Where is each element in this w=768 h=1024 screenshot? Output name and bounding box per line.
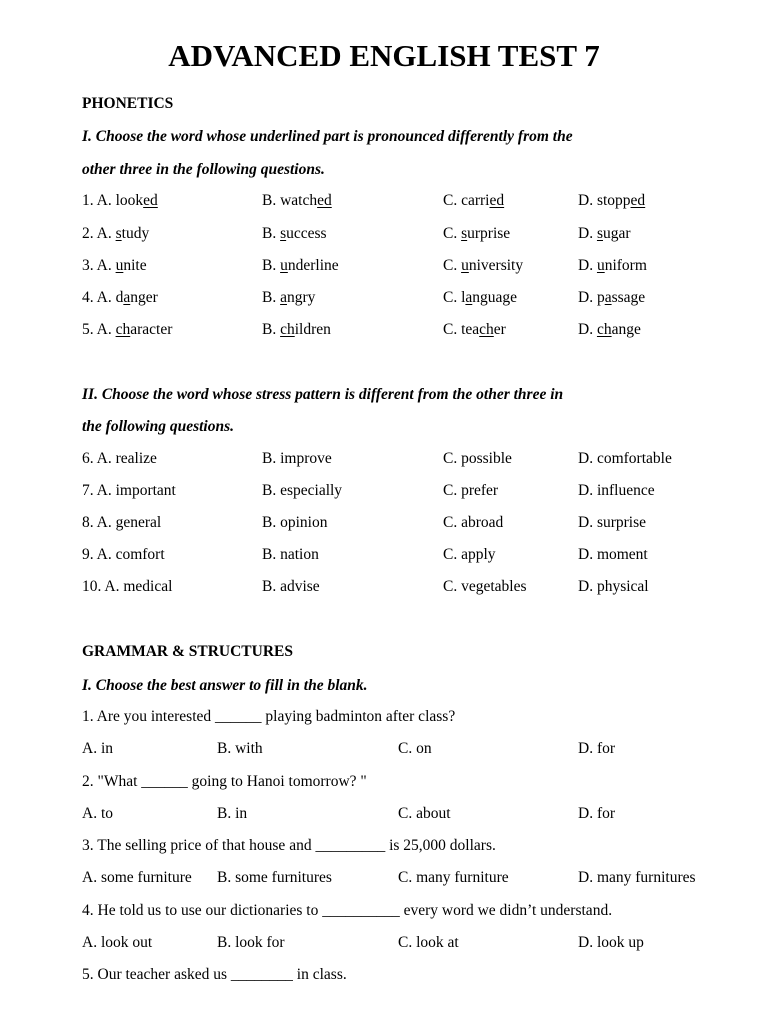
answer-option: C. vegetables [443, 578, 527, 595]
answer-option: B. opinion [262, 514, 328, 531]
question-stem: 2. "What ______ going to Hanoi tomorrow? " [82, 773, 367, 790]
answer-option: C. carried [443, 192, 505, 209]
answer-option: D. uniform [578, 257, 647, 274]
answer-option: C. look at [398, 934, 459, 951]
answer-option: B. underline [262, 257, 339, 274]
answer-option: A. in [82, 740, 113, 757]
answer-option: D. surprise [578, 514, 647, 531]
page-title: ADVANCED ENGLISH TEST 7 [168, 38, 600, 73]
answer-option: A. look out [82, 934, 153, 951]
answer-option: A. some furniture [82, 869, 192, 886]
underlined-sound: ch [479, 321, 494, 338]
underlined-sound: ch [115, 321, 131, 338]
phonetics-part1-instruction-1: I. Choose the word whose underlined part is pronounced differently from the [82, 128, 573, 145]
answer-option: B. angry [262, 289, 316, 306]
underlined-sound: a [123, 289, 131, 306]
answer-option: D. many furnitures [578, 869, 696, 886]
answer-option: C. many furniture [398, 869, 509, 886]
answer-option: D. for [578, 740, 616, 757]
answer-option: B. children [262, 321, 331, 338]
question-stem: 1. Are you interested ______ playing badminton after class? [82, 708, 456, 725]
underlined-sound: a [604, 289, 612, 306]
answer-option: 1. A. looked [82, 192, 158, 209]
underlined-sound: u [461, 257, 469, 274]
answer-option: 2. A. study [82, 225, 150, 242]
answer-option: 7. A. important [82, 482, 176, 499]
underlined-sound: s [461, 225, 468, 242]
answer-option: 5. A. character [82, 321, 173, 338]
underlined-sound: ch [280, 321, 295, 338]
answer-option: D. stopped [578, 192, 646, 209]
phonetics-part2-instruction-2: the following questions. [82, 418, 235, 435]
answer-option: B. look for [217, 934, 285, 951]
answer-option: C. apply [443, 546, 496, 563]
question-stem: 5. Our teacher asked us ________ in class. [82, 966, 347, 983]
underlined-sound: u [115, 257, 124, 274]
answer-option: D. passage [578, 289, 646, 306]
answer-option: C. abroad [443, 514, 504, 531]
answer-option: C. teacher [443, 321, 506, 338]
answer-option: B. success [262, 225, 327, 242]
underlined-sound: s [115, 225, 122, 242]
underlined-sound: u [280, 257, 288, 274]
phonetics-heading: PHONETICS [82, 95, 174, 112]
answer-option: D. comfortable [578, 450, 672, 467]
grammar-heading: GRAMMAR & STRUCTURES [82, 643, 293, 660]
underlined-sound: ed [630, 192, 646, 209]
answer-option: B. advise [262, 578, 320, 595]
phonetics-part1-instruction-2: other three in the following questions. [82, 161, 325, 178]
answer-option: B. nation [262, 546, 319, 563]
answer-option: A. to [82, 805, 113, 822]
answer-option: 3. A. unite [82, 257, 147, 274]
underlined-sound: a [280, 289, 287, 306]
answer-option: B. especially [262, 482, 343, 499]
answer-option: D. influence [578, 482, 655, 499]
answer-option: C. prefer [443, 482, 499, 499]
answer-option: 9. A. comfort [82, 546, 165, 563]
answer-option: B. in [217, 805, 248, 822]
question-stem: 3. The selling price of that house and _________ is 25,000 dollars. [82, 837, 496, 854]
answer-option: B. improve [262, 450, 332, 467]
answer-option: C. about [398, 805, 451, 822]
answer-option: B. watched [262, 192, 332, 209]
grammar-instruction: I. Choose the best answer to fill in the blank. [82, 677, 368, 694]
answer-option: D. moment [578, 546, 648, 563]
answer-option: B. some furnitures [217, 869, 332, 886]
phonetics-part2-instruction-1: II. Choose the word whose stress pattern is different from the other three in [82, 386, 564, 403]
answer-option: D. for [578, 805, 616, 822]
answer-option: 8. A. general [82, 514, 162, 531]
answer-option: 6. A. realize [82, 450, 157, 467]
underlined-sound: a [465, 289, 473, 306]
answer-option: D. sugar [578, 225, 631, 242]
underlined-sound: s [280, 225, 287, 242]
answer-option: C. on [398, 740, 432, 757]
answer-option: C. language [443, 289, 518, 306]
answer-option: C. possible [443, 450, 512, 467]
answer-option: D. look up [578, 934, 644, 951]
answer-option: D. change [578, 321, 641, 338]
underlined-sound: u [596, 257, 605, 274]
underlined-sound: ch [596, 321, 612, 338]
question-stem: 4. He told us to use our dictionaries to __________ every word we didn’t understand. [82, 902, 613, 919]
answer-option: B. with [217, 740, 263, 757]
underlined-sound: ed [317, 192, 332, 209]
answer-option: 10. A. medical [82, 578, 173, 595]
answer-option: C. surprise [443, 225, 511, 242]
answer-option: C. university [443, 257, 524, 274]
underlined-sound: s [596, 225, 603, 242]
answer-option: 4. A. danger [82, 289, 158, 306]
answer-option: D. physical [578, 578, 649, 595]
underlined-sound: ed [143, 192, 158, 209]
underlined-sound: ed [489, 192, 505, 209]
